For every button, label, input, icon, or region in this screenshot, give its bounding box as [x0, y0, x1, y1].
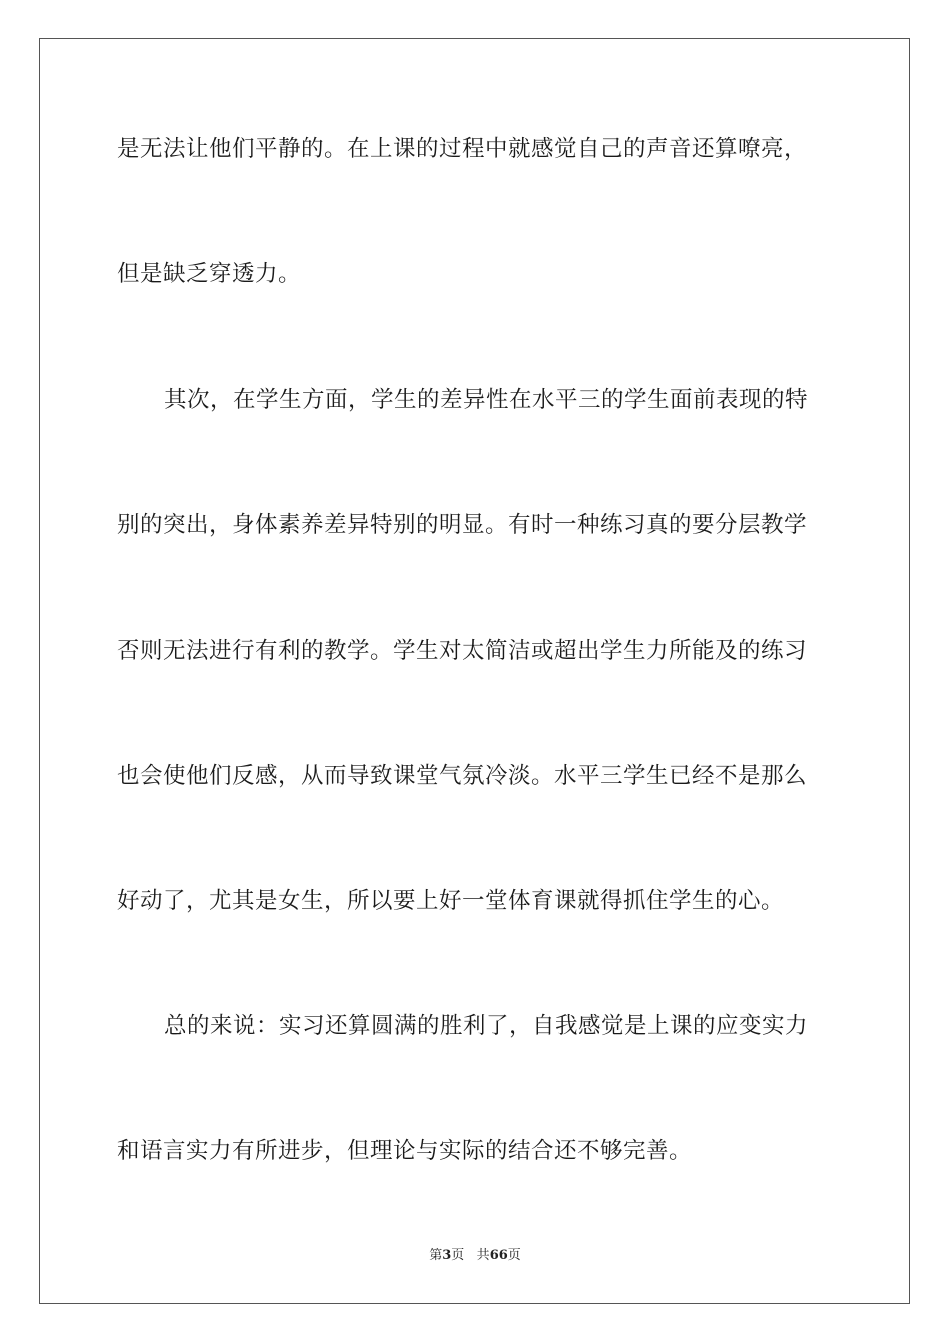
body-text-line: 是无法让他们平静的。在上课的过程中就感觉自己的声音还算嘹亮， [117, 136, 808, 162]
paragraph-first-line: 其次，在学生方面，学生的差异性在水平三的学生面前表现的特 [164, 387, 809, 413]
body-text-line: 和语言实力有所进步，但理论与实际的结合还不够完善。 [117, 1138, 693, 1164]
body-text-line: 别的突出，身体素养差异特别的明显。有时一种练习真的要分层教学 [117, 512, 808, 538]
total-pages: 66 [489, 1248, 508, 1263]
paragraph-first-line: 总的来说：实习还算圆满的胜利了，自我感觉是上课的应变实力 [164, 1013, 809, 1039]
page-footer [0, 1247, 950, 1265]
body-text-line: 但是缺乏穿透力。 [117, 261, 302, 287]
total-suffix: 页 [507, 1248, 521, 1263]
body-text-line: 好动了，尤其是女生，所以要上好一堂体育课就得抓住学生的心。 [117, 888, 785, 914]
page-prefix: 第 [429, 1248, 443, 1263]
page-suffix: 页 [451, 1248, 465, 1263]
body-text-line: 也会使他们反感，从而导致课堂气氛冷淡。水平三学生已经不是那么 [117, 763, 808, 789]
page-number: 3 [442, 1248, 452, 1263]
total-prefix: 共 [476, 1248, 490, 1263]
page-border [39, 38, 910, 1304]
body-text-line: 否则无法进行有利的教学。学生对太简洁或超出学生力所能及的练习 [117, 638, 808, 664]
